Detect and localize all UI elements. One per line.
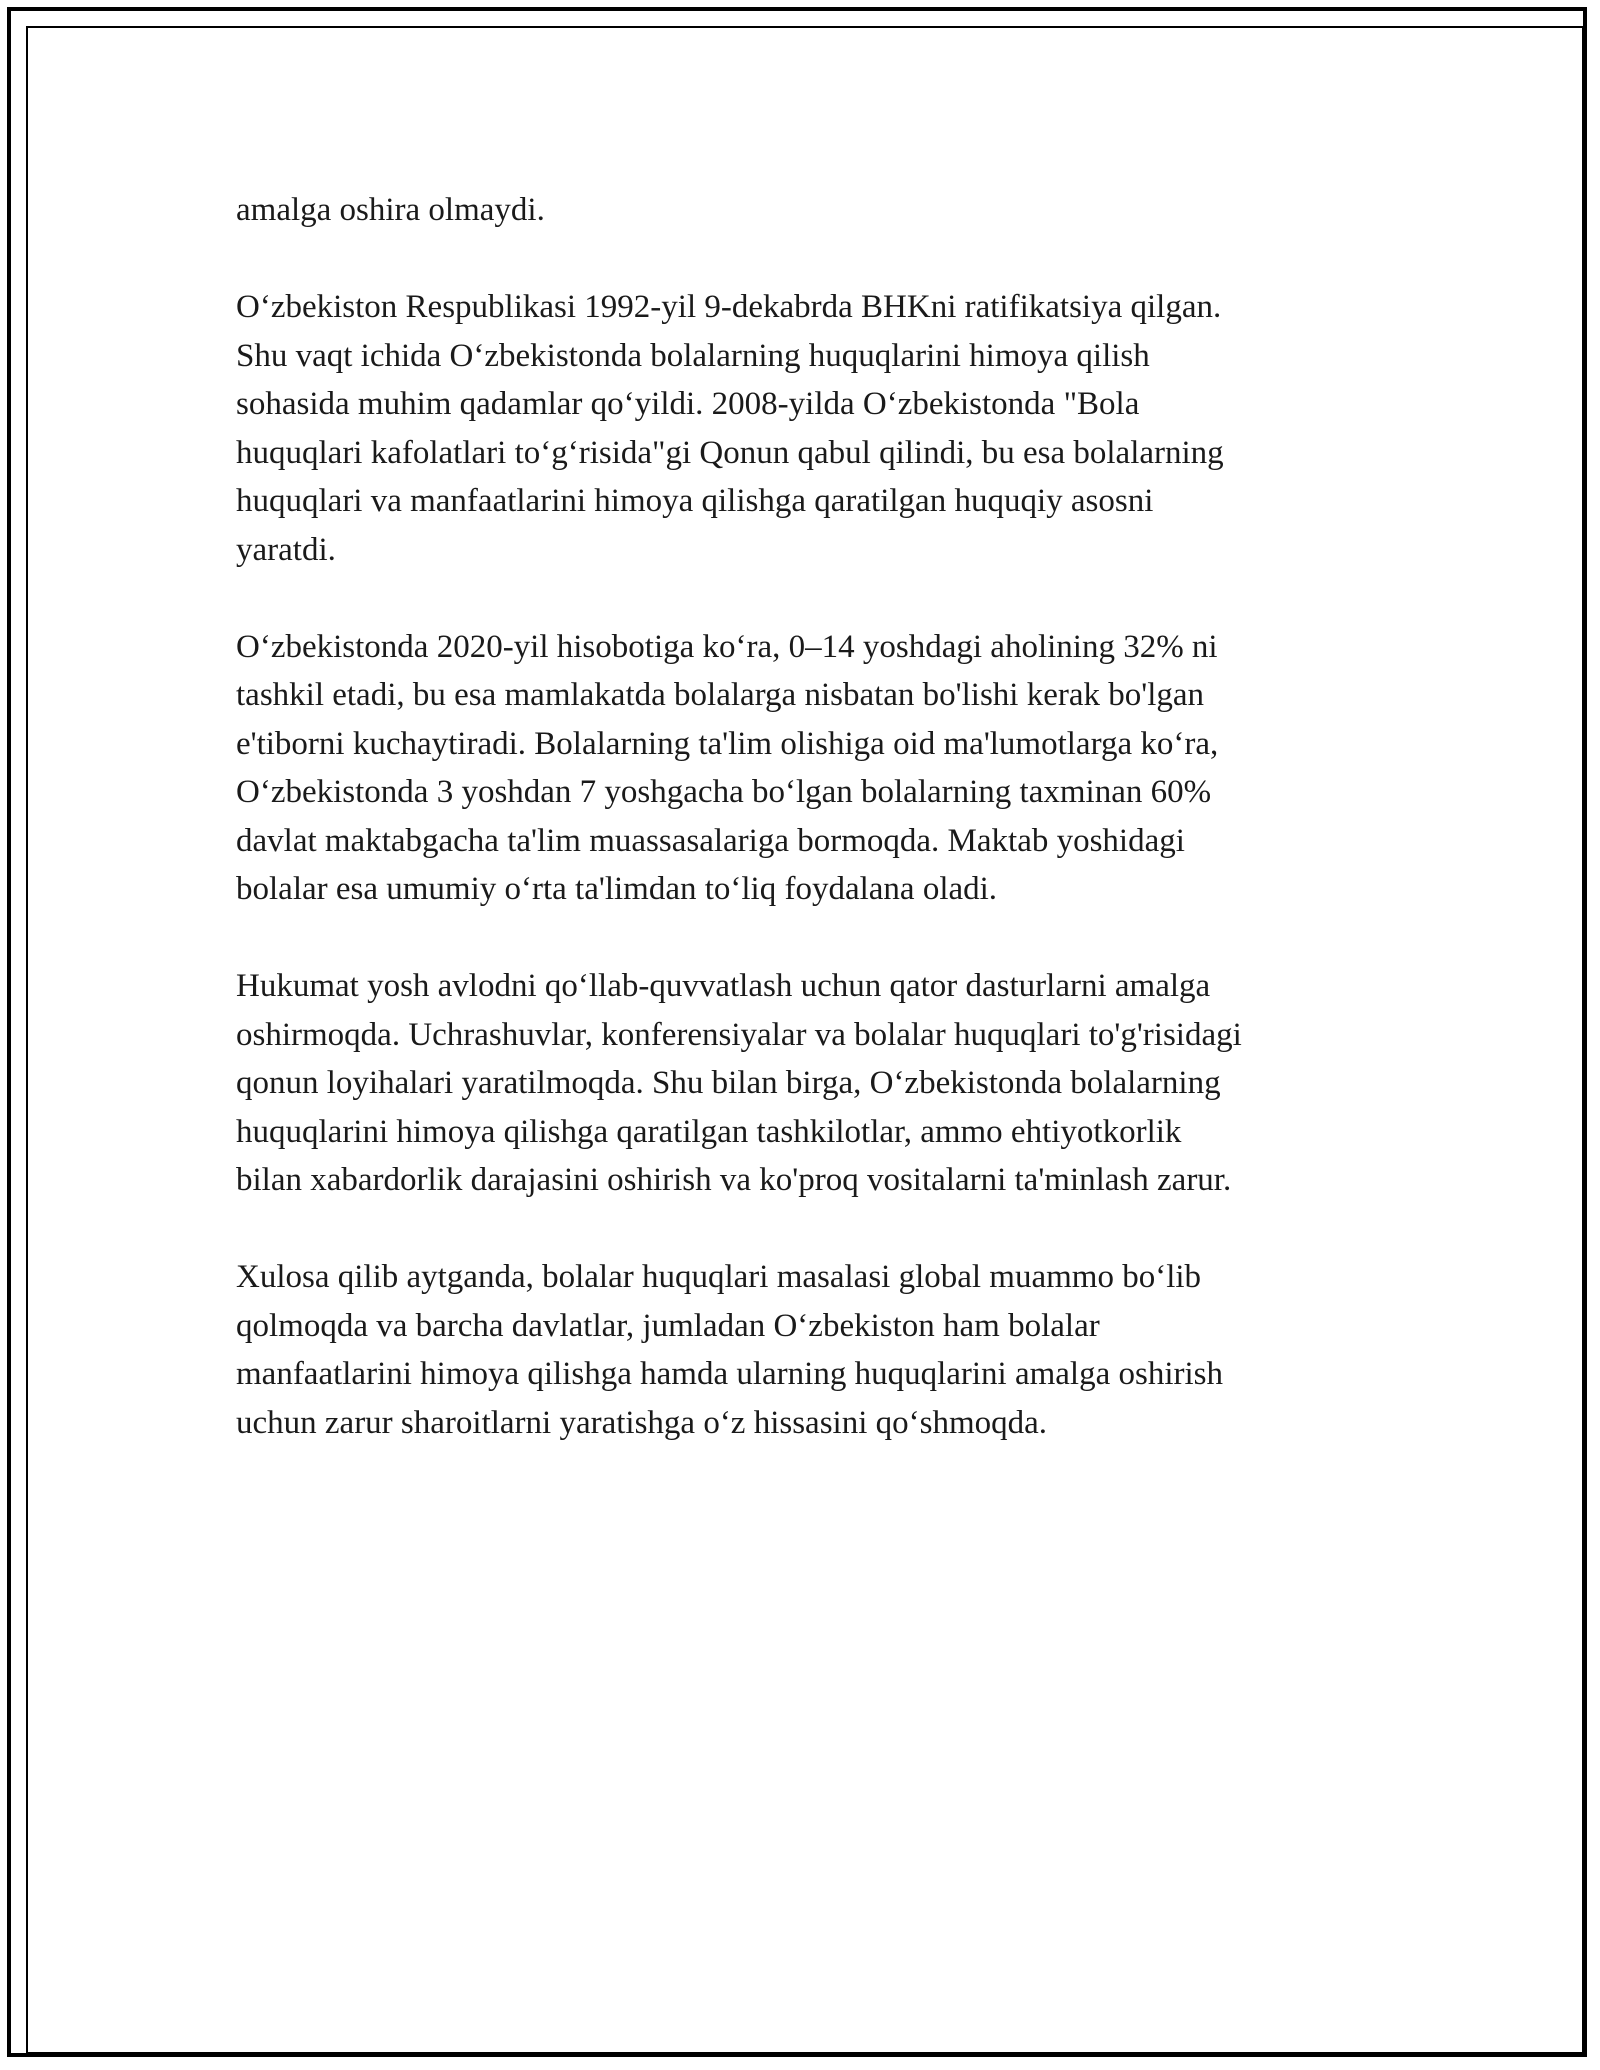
paragraph-ratification: O‘zbekiston Respublikasi 1992-yil 9-dekabrda BHKni ratifikatsiya qilgan. Shu vaqt ichida O‘zbekistonda bolalarning huquqlarini himoya qilish sohasida muhim qadamlar qo‘yildi. 2008-yilda O‘zbekistonda "Bola huquqlari kafolatlari to‘g‘risida"gi Qonun qabul qilindi, bu esa bolalarning huquqlari va manfaatlarini himoya qilishga qaratilgan huquqiy asosni yaratdi. bbox=[236, 289, 1224, 568]
paragraph-statistics: O‘zbekistonda 2020-yil hisobotiga ko‘ra, 0–14 yoshdagi aholining 32% ni tashkil etadi, bu esa mamlakatda bolalarga nisbatan bo'lishi kerak bo'lgan e'tiborni kuchaytiradi. Bolalarning ta'lim olishiga oid ma'lumotlarga ko‘ra, O‘zbekistonda 3 yoshdan 7 yoshgacha bo‘lgan bolalarning taxminan 60% davlat maktabgacha ta'lim muassasalariga bormoqda. Maktab yoshidagi bolalar esa umumiy o‘rta ta'limdan to‘liq foydalana oladi. bbox=[236, 628, 1219, 907]
paragraph-government-programs: Hukumat yosh avlodni qo‘llab-quvvatlash uchun qator dasturlarni amalga oshirmoqda. Uchrashuvlar, konferensiyalar va bolalar huquqlari to'g'risidagi qonun loyihalari yaratilmoqda. Shu bilan birga, O‘zbekistonda bolalarning huquqlarini himoya qilishga qaratilgan tashkilotlar, ammo ehtiyotkorlik bilan xabardorlik darajasini oshirish va ko'proq vositalarni ta'minlash zarur. bbox=[236, 968, 1242, 1198]
document-body bbox=[236, 186, 1376, 1496]
paragraph-continuation: amalga oshira olmaydi. bbox=[236, 192, 545, 228]
paragraph-conclusion: Xulosa qilib aytganda, bolalar huquqlari masalasi global muammo bo‘lib qolmoqda va barcha davlatlar, jumladan O‘zbekiston ham bolalar manfaatlarini himoya qilishga hamda ularning huquqlarini amalga oshirish uchun zarur sharoitlarni yaratishga o‘z hissasini qo‘shmoqda. bbox=[236, 1259, 1224, 1441]
